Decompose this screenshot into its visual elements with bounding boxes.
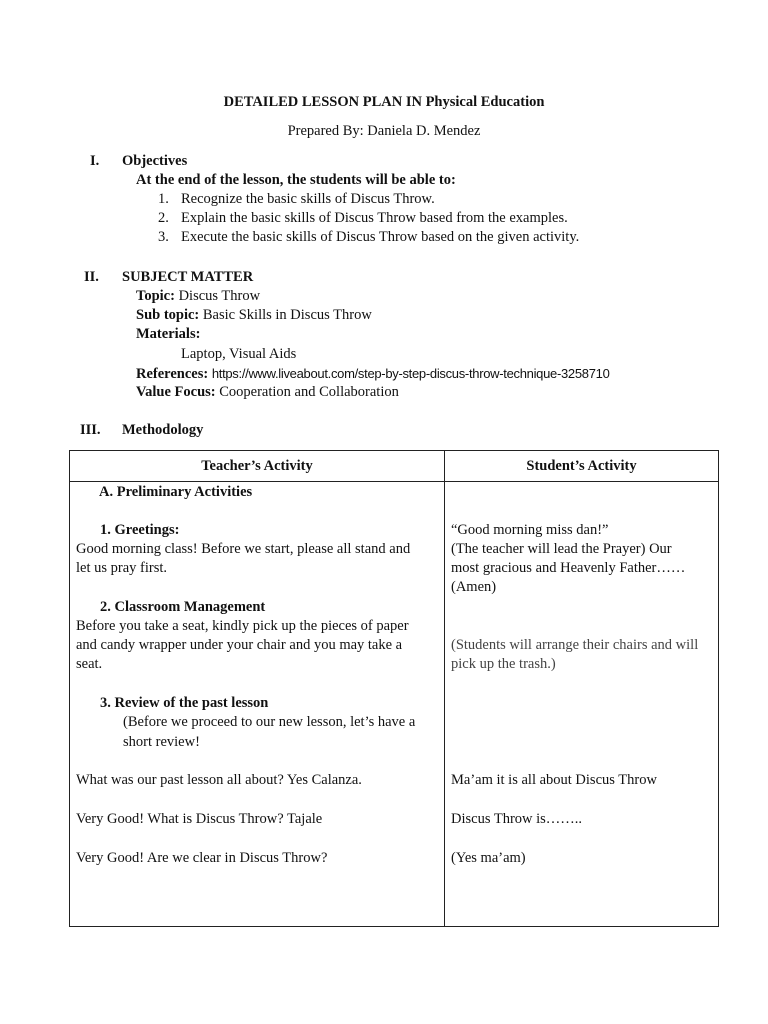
teacher-question: Very Good! What is Discus Throw? Tajale [76,811,323,827]
references-link[interactable]: https://www.liveabout.com/step-by-step-discus-throw-technique-3258710 [211,366,610,381]
document-title: DETAILED LESSON PLAN IN Physical Education [223,94,545,110]
greetings-heading: 1. Greetings: [100,522,180,538]
methodology-heading: Methodology [122,422,204,438]
objectives-heading: Objectives [122,153,188,169]
teacher-question: Very Good! Are we clear in Discus Throw? [76,850,328,866]
subject-matter-heading: SUBJECT MATTER [122,269,254,285]
preliminary-activities-heading: A. Preliminary Activities [99,484,253,500]
student-response: (Students will arrange their chairs and will [451,637,699,653]
objective-number: 3. [158,229,169,245]
objective-number: 1. [158,191,169,207]
student-response: (Yes ma’am) [451,850,526,866]
activity-table [69,450,719,927]
student-response: Discus Throw is…….. [451,811,583,827]
value-focus-label: Value Focus: [136,384,216,400]
objective-item: Explain the basic skills of Discus Throw based from the examples. [181,210,568,226]
teacher-text: Good morning class! Before we start, please all stand and [76,541,411,557]
objective-number: 2. [158,210,169,226]
objectives-numeral: I. [90,153,100,169]
objectives-intro: At the end of the lesson, the students will be able to: [136,172,456,188]
topic-label: Topic: [136,288,175,304]
subtopic-label: Sub topic: [136,307,200,323]
teacher-text: seat. [76,656,103,672]
value-focus-value: Cooperation and Collaboration [219,384,399,400]
subject-matter-numeral: II. [84,269,99,285]
student-response: “Good morning miss dan!” [451,522,609,538]
subtopic-value: Basic Skills in Discus Throw [202,307,372,323]
references-line [136,364,610,384]
value-focus-line [136,383,399,402]
student-response: most gracious and Heavenly Father…… [451,560,686,576]
materials-label: Materials: [136,326,201,342]
teacher-text: (Before we proceed to our new lesson, let’s have a [123,714,416,730]
prepared-by: Prepared By: Daniela D. Mendez [287,123,481,139]
student-response: (The teacher will lead the Prayer) Our [451,541,672,557]
references-label: References: [136,366,209,382]
subtopic-line [136,306,372,325]
table-row [70,482,719,927]
review-heading: 3. Review of the past lesson [100,695,269,711]
student-activity-header: Student’s Activity [445,451,719,482]
student-response: (Amen) [451,579,497,595]
table-header-row [70,451,719,482]
student-response: Ma’am it is all about Discus Throw [451,772,657,788]
objective-item: Execute the basic skills of Discus Throw based on the given activity. [181,229,580,245]
teacher-text: Before you take a seat, kindly pick up the pieces of paper [76,618,409,634]
objective-item: Recognize the basic skills of Discus Throw. [181,191,435,207]
teacher-question: What was our past lesson all about? Yes Calanza. [76,772,362,788]
materials-value: Laptop, Visual Aids [181,346,297,362]
student-response: pick up the trash.) [451,656,556,672]
topic-line [136,287,260,306]
teacher-activity-header: Teacher’s Activity [70,451,445,482]
teacher-text: and candy wrapper under your chair and you may take a [76,637,403,653]
teacher-activity-cell [70,482,445,927]
teacher-text: let us pray first. [76,560,168,576]
classroom-management-heading: 2. Classroom Management [100,599,266,615]
teacher-text: short review! [123,734,200,750]
topic-value: Discus Throw [178,288,261,304]
student-activity-cell [445,482,719,927]
methodology-numeral: III. [80,422,101,438]
